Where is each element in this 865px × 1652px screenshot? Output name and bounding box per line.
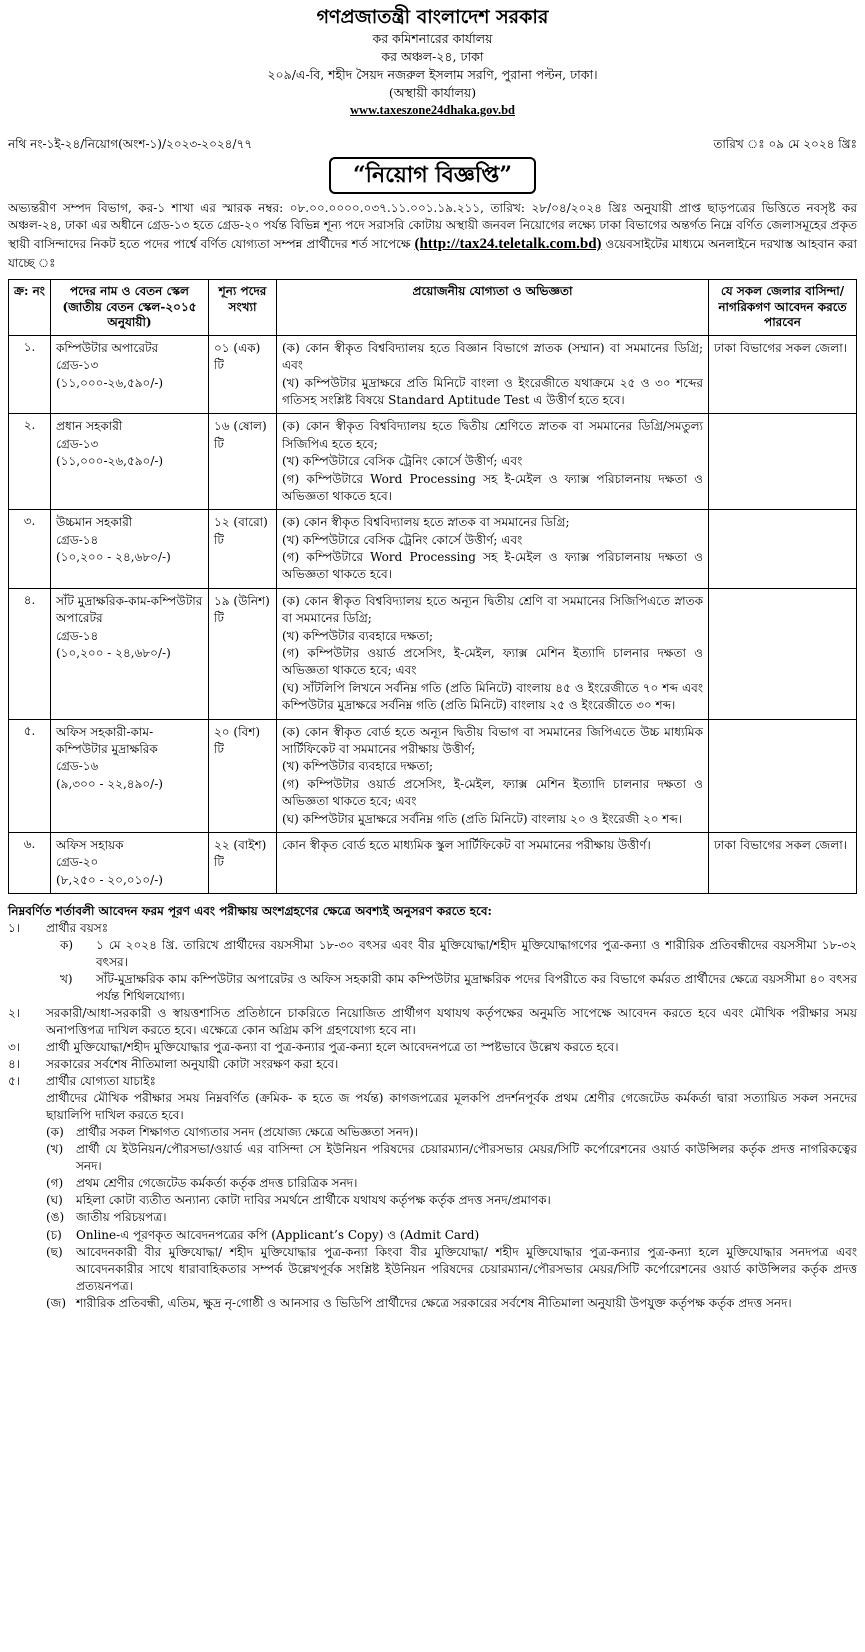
vacancy-table	[8, 279, 857, 894]
document-item	[46, 1295, 857, 1312]
condition-text: প্রার্থীর যোগ্যতা যাচাইঃ	[46, 1074, 156, 1089]
header-qualification: প্রয়োজনীয় যোগ্যতা ও অভিজ্ঞতা	[277, 280, 709, 336]
row-serial: ২.	[9, 414, 51, 510]
row-qualification	[277, 335, 709, 414]
document-text: শারীরিক প্রতিবন্ধী, এতিম, ক্ষুদ্র নৃ-গোষ্ঠী ও আনসার ও ভিডিপি প্রার্থীদের ক্ষেত্রে সরকারের সর্বশেষ নীতিমালা অনুযায়ী উপযুক্ত কর্তৃপক্ষ কর্তৃক প্রদত্ত সনদ।	[76, 1295, 792, 1310]
sub-text: ১ মে ২০২৪ খ্রি. তারিখে প্রার্থীদের বয়সসীমা ১৮-৩০ বৎসর এবং বীর মুক্তিযোদ্ধা/শহীদ মুক্তিযোদ্ধাগণের পুত্র-কন্যা ও শারীরিক প্রতিবন্ধীদের বয়সসীমা ১৮-৩২ বৎসর।	[96, 937, 857, 969]
row-vacancy: ২০ (বিশ) টি	[209, 719, 277, 832]
sub-item	[60, 937, 857, 971]
table-row	[9, 510, 857, 589]
row-vacancy: ১৬ (ষোল) টি	[209, 414, 277, 510]
row-qualification	[277, 414, 709, 510]
qual-item: (ক) কোন স্বীকৃত বোর্ড হতে অন্যূন দ্বিতীয় বিভাগ বা সমমানের জিপিএতে উচ্চ মাধ্যমিক সার্টিফিকেট বা সমমানের পরীক্ষায় উত্তীর্ণ;	[282, 724, 703, 756]
row-qualification	[277, 832, 709, 893]
document-number: (ঙ)	[46, 1210, 65, 1225]
condition-item	[8, 1056, 857, 1073]
post-grade: গ্রেড-১৩	[56, 358, 99, 373]
row-serial: ৪.	[9, 588, 51, 719]
condition-number: ৩।	[8, 1040, 21, 1055]
header-district: যে সকল জেলার বাসিন্দা/নাগরিকগণ আবেদন করতে পারবেন	[709, 280, 857, 336]
document-item	[46, 1227, 857, 1244]
sub-text: সাঁট-মুদ্রাক্ষরিক কাম কম্পিউটার অপারেটর ও অফিস সহকারী কাম কম্পিউটার মুদ্রাক্ষরিক পদের বিপরীতে কর বিভাগে কর্মরত প্রার্থীদের ক্ষেত্রে বয়সসীমা ৪০ বৎসর পর্যন্ত শিথিলযোগ্য।	[96, 972, 857, 1004]
post-scale: (১০,২০০ - ২৪,৬৮০/-)	[56, 646, 171, 661]
memo-date: তারিখ ঃ ০৯ মে ২০২৪ খ্রিঃ	[713, 136, 857, 151]
row-post	[51, 832, 209, 893]
row-post	[51, 335, 209, 414]
row-district	[709, 510, 857, 589]
verification-text	[46, 1090, 857, 1124]
qual-item: (ঘ) সাঁটলিপি লিখনে সর্বনিম্ন গতি (প্রতি মিনিটে) বাংলায় ৪৫ ও ইংরেজীতে ৭০ শব্দ এবং কম্পিউটার মুদ্রাক্ষরে সর্বনিম্ন গতি (প্রতি মিনিটে) বাংলায় ২৫ ও ইংরেজীতে ৩০ শব্দ।	[282, 680, 703, 713]
intro-tail: ওয়েবসাইটের মাধ্যমে অনলাইনে দরখাস্ত আহবান করা যাচ্ছে ঃ	[8, 236, 857, 270]
row-qualification	[277, 719, 709, 832]
condition-text: প্রার্থীর বয়সঃ	[46, 920, 109, 935]
qual-item: (গ) কম্পিউটার ওয়ার্ড প্রসেসিং, ই-মেইল, ফ্যাক্স মেশিন ইত্যাদি চালনার দক্ষতা ও অভিজ্ঞতা থাকতে হবে; এবং	[282, 646, 703, 678]
document-number: (ক)	[46, 1125, 64, 1140]
header-vacancy: শূন্য পদের সংখ্যা	[209, 280, 277, 336]
qual-item: (ক) কোন স্বীকৃত বিশ্ববিদ্যালয় হতে স্নাতক বা সমমানের ডিগ্রি;	[282, 515, 570, 530]
condition-item	[8, 1073, 857, 1090]
post-grade: গ্রেড-১৩	[56, 436, 99, 451]
row-post	[51, 588, 209, 719]
document-item	[46, 1124, 857, 1141]
row-post	[51, 510, 209, 589]
verification-body	[8, 1090, 857, 1124]
condition-text: সরকারী/আধা-সরকারী ও স্বায়ত্তশাসিত প্রতিষ্ঠানে চাকরিতে নিয়োজিত প্রার্থীগণ যথাযথ কর্তৃপক্ষের অনুমতি সাপেক্ষে আবেদন করতে হবে এবং মৌখিক পরীক্ষার সময় অনাপত্তিপত্র দাখিল করতে হবে। এক্ষেত্রে কোন অগ্রিম কপি গ্রহণযোগ্য হবে না।	[46, 1006, 857, 1038]
post-grade: গ্রেড-১৪	[56, 628, 99, 643]
government-name: গণপ্রজাতন্ত্রী বাংলাদেশ সরকার	[316, 6, 549, 28]
row-serial: ৩.	[9, 510, 51, 589]
condition-number: ৫।	[8, 1074, 21, 1089]
intro-paragraph	[8, 200, 857, 272]
memo-row	[8, 137, 857, 153]
row-vacancy: ১২ (বারো) টি	[209, 510, 277, 589]
intro-text: অভ্যন্তরীণ সম্পদ বিভাগ, কর-১ শাখা এর স্মারক নম্বর: ০৮.০০.০০০০.০৩৭.১১.০০১.১৯.২১১, তারিখ: ২৮/০৪/২০২৪ খ্রিঃ অনুযায়ী প্রাপ্ত ছাড়পত্রের ভিত্তিতে নবসৃষ্ট কর অঞ্চল-২৪, ঢাকা এর অধীনে গ্রেড-১৩ হতে গ্রেড-২০ পর্যন্ত বিভিন্ন শূন্য পদে সরাসরি কোটায় অস্থায়ী জনবল নিয়োগের লক্ষ্যে ঢাকা বিভাগের অন্তর্গত নিম্নে বর্ণিত জেলাসমূহের প্রকৃত স্থায়ী বাসিন্দাদের নিকট হতে পদের পার্শ্বে বর্ণিত যোগ্যতা সম্পন্ন প্রার্থীদের শর্ত সাপেক্ষে	[8, 200, 857, 251]
document-number: (গ)	[46, 1176, 64, 1191]
condition-item	[8, 1005, 857, 1039]
post-scale: (৮,২৫০ - ২০,০১০/-)	[56, 872, 163, 887]
verification-paragraph: প্রার্থীদের মৌখিক পরীক্ষার সময় নিম্নবর্ণিত (ক্রমিক- ক হতে জ পর্যন্ত) কাগজপত্রের মূলকপি প্রদর্শনপূর্বক প্রথম শ্রেণীর গেজেটেড কর্মকর্তা দ্বারা সত্যায়িত সকল সনদের ছায়ালিপি দাখিল করতে হবে।	[46, 1091, 857, 1123]
row-vacancy: ০১ (এক) টি	[209, 335, 277, 414]
condition-number: ৪।	[8, 1057, 21, 1072]
qual-item: (ক) কোন স্বীকৃত বিশ্ববিদ্যালয় হতে বিজ্ঞান বিভাগে স্নাতক (সম্মান) বা সমমানের ডিগ্রি; এবং	[282, 340, 703, 373]
condition-number: ১।	[8, 920, 21, 935]
sub-number: খ)	[60, 972, 73, 987]
post-grade: গ্রেড-১৬	[56, 759, 99, 774]
office-address: ২০৯/এ-বি, শহীদ সৈয়দ নজরুল ইসলাম সরণি, পুরানা পল্টন, ঢাকা।	[267, 67, 598, 82]
condition-text: প্রার্থী মুক্তিযোদ্ধা/শহীদ মুক্তিযোদ্ধার পুত্র-কন্যা বা পুত্র-কন্যার পুত্র-কন্যা হলে আবেদনপত্রে তা স্পষ্টভাবে উল্লেখ করতে হবে।	[46, 1040, 619, 1055]
row-serial: ৬.	[9, 832, 51, 893]
row-district: ঢাকা বিভাগের সকল জেলা।	[709, 832, 857, 893]
row-post	[51, 414, 209, 510]
table-row	[9, 335, 857, 414]
post-scale: (১১,০০০-২৬,৫৯০/-)	[56, 375, 164, 390]
row-vacancy: ২২ (বাইশ) টি	[209, 832, 277, 893]
condition-item	[8, 920, 857, 937]
document-number: (ছ)	[46, 1244, 63, 1259]
memo-number: নথি নং-১ই-২৪/নিয়োগ(অংশ-১)/২০২৩-২০২৪/৭৭	[8, 136, 253, 151]
qual-item: (খ) কম্পিউটার ব্যবহারে দক্ষতা;	[282, 759, 433, 774]
age-subitems	[8, 937, 857, 1005]
document-text: মহিলা কোটা ব্যতীত অন্যান্য কোটা দাবির সমর্থনে প্রার্থীকে যথাযথ কর্তৃপক্ষ কর্তৃক প্রদত্ত সনদ/প্রমাণক।	[76, 1193, 551, 1208]
table-row	[9, 832, 857, 893]
document-item	[46, 1209, 857, 1226]
condition-number: ২।	[8, 1006, 21, 1021]
document-text: Online-এ পূরণকৃত আবেদনপত্রের কপি (Applicant’s Copy) ও (Admit Card)	[76, 1227, 480, 1242]
post-grade: গ্রেড-২০	[56, 855, 99, 870]
qual-item: (খ) কম্পিউটারে বেসিক ট্রেনিং কোর্সে উত্তীর্ণ; এবং	[282, 532, 523, 547]
qual-item: (খ) কম্পিউটার মুদ্রাক্ষরে প্রতি মিনিটে বাংলা ও ইংরেজীতে যথাক্রমে ২৫ ও ৩০ শব্দের গতিসহ সংশ্লিষ্ট বিষয়ে Standard Aptitude Test এ উত্তীর্ণ হতে হবে।	[282, 375, 703, 407]
row-district: ঢাকা বিভাগের সকল জেলা।	[709, 335, 857, 414]
table-row	[9, 719, 857, 832]
office-name: কর কমিশনারের কার্যালয়	[372, 30, 493, 46]
qual-item: (খ) কম্পিউটারে বেসিক ট্রেনিং কোর্সে উত্তীর্ণ; এবং	[282, 454, 523, 469]
condition-item	[8, 1039, 857, 1056]
table-header-row	[9, 280, 857, 336]
document-list	[8, 1124, 857, 1311]
table-row	[9, 588, 857, 719]
row-vacancy: ১৯ (উনিশ) টি	[209, 588, 277, 719]
post-scale: (১১,০০০-২৬,৫৯০/-)	[56, 454, 164, 469]
sub-number: ক)	[60, 937, 74, 952]
row-qualification	[277, 510, 709, 589]
tax-zone: কর অঞ্চল-২৪, ঢাকা	[381, 48, 484, 64]
document-item	[46, 1141, 857, 1175]
post-name: অফিস সহায়ক	[56, 837, 124, 852]
document-number: (ঘ)	[46, 1193, 63, 1208]
application-url[interactable]: (http://tax24.teletalk.com.bd)	[414, 235, 602, 252]
title-wrap	[8, 157, 857, 194]
post-grade: গ্রেড-১৪	[56, 532, 99, 547]
document-text: প্রার্থীর সকল শিক্ষাগত যোগ্যতার সনদ (প্রযোজ্য ক্ষেত্রে অভিজ্ঞতা সনদ)।	[76, 1125, 419, 1140]
document-item	[46, 1175, 857, 1192]
document-item	[46, 1244, 857, 1295]
post-name: সাঁট মুদ্রাক্ষরিক-কাম-কম্পিউটার অপারেটর	[56, 593, 203, 626]
condition-text: সরকারের সর্বশেষ নীতিমালা অনুযায়ী কোটা সংরক্ষণ করা হবে।	[46, 1057, 339, 1072]
row-district	[709, 414, 857, 510]
header-post: পদের নাম ও বেতন স্কেল (জাতীয় বেতন স্কেল-২০১৫ অনুযায়ী)	[51, 280, 209, 336]
qual-item: (ঘ) কম্পিউটার মুদ্রাক্ষরে সর্বনিম্ন গতি (প্রতি মিনিটে) বাংলায় ২০ ও ইংরেজী ২০ শব্দ।	[282, 811, 683, 826]
table-row	[9, 414, 857, 510]
document-number: (জ)	[46, 1295, 67, 1310]
document-text: প্রথম শ্রেণীর গেজেটেড কর্মকর্তা কর্তৃক প্রদত্ত চারিত্রিক সনদ।	[76, 1176, 358, 1191]
letterhead	[8, 6, 857, 119]
document-item	[46, 1192, 857, 1209]
qual-item: (গ) কম্পিউটারে Word Processing সহ ই-মেইল ও ফ্যাক্স পরিচালনায় দক্ষতা ও অভিজ্ঞতা থাকতে হবে।	[282, 471, 703, 503]
row-district	[709, 719, 857, 832]
row-serial: ১.	[9, 335, 51, 414]
conditions-heading: নিম্নবর্ণিত শর্তাবলী আবেদন ফরম পূরণ এবং পরীক্ষায় অংশগ্রহণের ক্ষেত্রে অবশ্যই অনুসরণ করতে হবে:	[8, 904, 492, 919]
post-scale: (৯,৩০০ - ২২,৪৯০/-)	[56, 776, 163, 791]
qual-item: কোন স্বীকৃত বোর্ড হতে মাধ্যমিক স্কুল সার্টিফিকেট বা সমমানের পরীক্ষায় উত্তীর্ণ।	[282, 837, 651, 852]
post-name: কম্পিউটার অপারেটর	[56, 340, 159, 355]
qual-item: (ক) কোন স্বীকৃত বিশ্ববিদ্যালয় হতে দ্বিতীয় শ্রেণিতে স্নাতক বা সমমানের ডিগ্রি/সমতুল্য সিজিপিএ হতে হবে;	[282, 419, 703, 451]
qual-item: (গ) কম্পিউটারে Word Processing সহ ই-মেইল ও ফ্যাক্স পরিচালনায় দক্ষতা ও অভিজ্ঞতা থাকতে হবে।	[282, 550, 703, 582]
document-text: আবেদনকারী বীর মুক্তিযোদ্ধা/ শহীদ মুক্তিযোদ্ধার পুত্র-কন্যা কিংবা বীর মুক্তিযোদ্ধা/ শহীদ মুক্তিযোদ্ধার পুত্র-কন্যার পুত্র-কন্যা হলে মুক্তিযোদ্ধার সনদপত্র এবং আবেদনকারীর সাথে ধারাবাহিকতার সম্পর্ক উল্লেখপূর্বক সংশ্লিষ্ট ইউনিয়ন পরিষদের চেয়ারম্যান/পৌরসভার মেয়র/সিটি কর্পোরেশনের ওয়ার্ড কাউন্সিলর কর্তৃক প্রদত্ত প্রত্যয়নপত্র।	[76, 1244, 857, 1293]
row-serial: ৫.	[9, 719, 51, 832]
post-name: প্রধান সহকারী	[56, 419, 123, 434]
post-name: উচ্চমান সহকারী	[56, 515, 133, 530]
document-text: প্রার্থী যে ইউনিয়ন/পৌরসভা/ওয়ার্ড এর বাসিন্দা সে ইউনিয়ন পরিষদের চেয়ারম্যান/পৌরসভার মেয়র/সিটি কর্পোরেশনের ওয়ার্ড কাউন্সিলর কর্তৃক প্রদত্ত নাগরিকত্বের সনদ।	[76, 1142, 857, 1174]
website-link[interactable]: www.taxeszone24dhaka.gov.bd	[350, 103, 515, 118]
temporary-office-note: (অস্থায়ী কার্যালয়)	[388, 85, 477, 101]
document-text: জাতীয় পরিচয়পত্র।	[76, 1210, 167, 1225]
qual-item: (গ) কম্পিউটার ওয়ার্ড প্রসেসিং, ই-মেইল, ফ্যাক্স মেশিন ইত্যাদি চালনার দক্ষতা ও অভিজ্ঞতা থাকতে হবে; এবং	[282, 776, 703, 809]
notice-title: “নিয়োগ বিজ্ঞপ্তি”	[329, 157, 536, 194]
row-district	[709, 588, 857, 719]
qual-item: (খ) কম্পিউটার ব্যবহারে দক্ষতা;	[282, 628, 433, 643]
row-qualification	[277, 588, 709, 719]
sub-item	[60, 971, 857, 1005]
document-number: (চ)	[46, 1227, 62, 1242]
qual-item: (ক) কোন স্বীকৃত বিশ্ববিদ্যালয় হতে অন্যূন দ্বিতীয় শ্রেণি বা সমমানের সিজিপিএতে স্নাতক বা সমমানের ডিগ্রি;	[282, 593, 703, 626]
post-name: অফিস সহকারী-কাম-কম্পিউটার মুদ্রাক্ষরিক	[56, 724, 158, 756]
post-scale: (১০,২০০ - ২৪,৬৮০/-)	[56, 550, 171, 565]
document-number: (খ)	[46, 1142, 64, 1157]
row-post	[51, 719, 209, 832]
header-serial: ক্র: নং	[9, 280, 51, 336]
